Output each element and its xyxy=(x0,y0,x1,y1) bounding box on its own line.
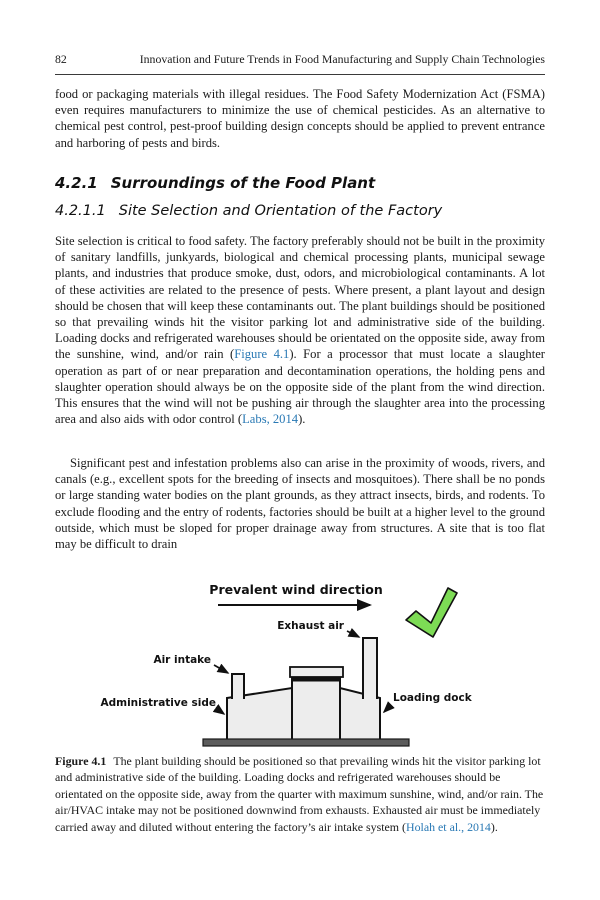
section-heading-421 xyxy=(55,174,375,192)
air-intake-stack xyxy=(232,674,244,699)
subsection-number: 4.2.1.1 xyxy=(55,203,106,219)
figure-caption-text: The plant building should be positioned so that prevailing winds hit the visitor parking lot and administrative side of the building. Loading docks and refrigerated warehouses should be orientated on the opposite side, away from the quarter with maximum sunshine, wind, and/or rain. The air/HVAC intake may not be positioned downwind from exhausts. Exhausted air must be immediately carried away and diluted without entering the factory’s air intake system ( xyxy=(55,754,544,834)
figure-4-1-reference-link[interactable]: Figure 4.1 xyxy=(234,347,290,362)
air-intake-label: Air intake xyxy=(153,654,211,666)
building-center-tower xyxy=(292,677,340,741)
tower-roof-cap xyxy=(290,667,343,677)
figure-caption-tag: Figure 4.1 xyxy=(55,754,107,768)
wind-direction-label: Prevalent wind direction xyxy=(209,582,383,597)
subsection-title: Site Selection and Orientation of the Factory xyxy=(118,203,443,219)
labs-2014-citation-link[interactable]: Labs, 2014 xyxy=(242,412,299,427)
page-number: 82 xyxy=(55,52,67,66)
paragraph-text: ). xyxy=(298,412,306,427)
ground-bar xyxy=(203,739,409,746)
exhaust-air-arrow xyxy=(347,631,359,637)
paragraph-text: ). For a processor that must locate a slaughter operation as part of or near preparation and decontamination operations, the holding pens and slaughter operation should always be on the opposite side of the plant from the wind direction. This ensures that the wind will not be pushing air through the slaughter area into the processing area and also aids with odor control ( xyxy=(55,347,545,427)
loading-dock-label: Loading dock xyxy=(393,692,472,704)
section-title: Surroundings of the Food Plant xyxy=(110,174,376,192)
section-number: 4.2.1 xyxy=(55,174,98,192)
figure-caption-text: ). xyxy=(490,819,498,834)
tower-top-band xyxy=(292,678,340,682)
paragraph-pest-infestation: Significant pest and infestation problems also can arise in the proximity of woods, rivers, and canals (e.g., excellent spots for the breeding of insects and mosquitoes). There shall be no ponds or large standing water bodies on the plant grounds, as they attract insects, birds, and rodents. To exclude flooding and the entry of rodents, factories should be built at a higher level to the ground outside, which must be sloped for proper drainage away from structures. A site that is too flat may be difficult to drain xyxy=(55,456,545,552)
paragraph-intro: food or packaging materials with illegal residues. The Food Safety Modernization Act (FSMA) even requires manufacturers to minimize the use of chemical pesticides. As an alternative to chemical pest control, pest-proof building design concepts should be applied to prevent entrance and harboring of pests and birds. xyxy=(55,87,545,150)
section-heading-4211 xyxy=(55,203,442,219)
administrative-side-label: Administrative side xyxy=(100,697,216,709)
checkmark-icon xyxy=(406,588,457,637)
figure-caption xyxy=(55,753,547,835)
exhaust-stack xyxy=(363,638,377,699)
air-intake-arrow xyxy=(214,665,228,673)
figure-4-1-diagram xyxy=(100,578,500,750)
administrative-side-arrow xyxy=(217,709,224,714)
paragraph-site-selection xyxy=(55,233,545,427)
loading-dock-arrow xyxy=(384,705,391,712)
paragraph-text: Site selection is critical to food safety. The factory preferably should not be built in the proximity of sanitary landfills, junkyards, biological and chemical processing plants, municipal sewage plants, and industries that produce smoke, dust, odors, and microbiological contaminants. A lot of these activities are related to the presence of pests. Where present, a plant layout and design should be chosen that will keep these contaminants out. The plant buildings should be positioned so that prevailing winds hit the visitor parking lot and administrative side of the building. Loading docks and refrigerated warehouses should be orientated on the opposite side, away from the sunshine, wind, and/or rain ( xyxy=(55,234,545,362)
holah-2014-citation-link[interactable]: Holah et al., 2014 xyxy=(405,819,491,834)
page-header xyxy=(55,52,545,75)
running-title: Innovation and Future Trends in Food Manufacturing and Supply Chain Technologies xyxy=(139,52,545,66)
exhaust-air-label: Exhaust air xyxy=(277,620,344,632)
plant-building-diagram xyxy=(100,578,500,750)
